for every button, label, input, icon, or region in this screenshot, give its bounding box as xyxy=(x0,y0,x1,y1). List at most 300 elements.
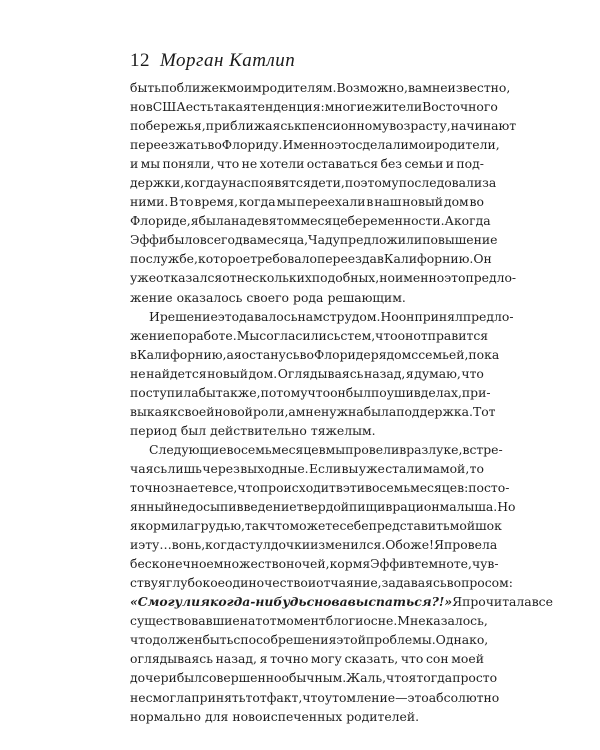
word: новой xyxy=(214,403,253,419)
word: вы xyxy=(341,460,359,476)
word: я xyxy=(408,670,417,686)
word: можете xyxy=(289,518,340,534)
word: быть xyxy=(202,632,234,648)
word: многие xyxy=(324,99,373,115)
word: а xyxy=(226,346,234,362)
word: переезжать xyxy=(130,137,208,153)
word: принять xyxy=(191,689,246,705)
word: точно xyxy=(130,479,169,495)
word: Эффи xyxy=(130,232,168,248)
word: хотели xyxy=(259,156,305,172)
word: обычным. xyxy=(281,670,347,686)
text-line xyxy=(130,421,484,440)
word: посто- xyxy=(468,479,510,495)
word: оставаться xyxy=(306,156,379,172)
text-line xyxy=(130,402,496,421)
word: когда xyxy=(453,213,491,229)
word: роли, xyxy=(252,403,289,419)
word: грудью, xyxy=(194,518,245,534)
word: назад, xyxy=(363,365,406,381)
word: все xyxy=(531,594,553,610)
word: возрасту, xyxy=(389,118,451,134)
word: нужна xyxy=(321,403,364,419)
word: Однако, xyxy=(435,632,489,648)
body-text xyxy=(130,78,553,726)
text-line xyxy=(130,135,500,154)
text-line xyxy=(130,78,511,97)
text-line xyxy=(130,211,491,230)
word: блоги xyxy=(325,613,364,629)
word: и xyxy=(228,499,237,515)
text-line xyxy=(130,364,484,383)
word: выкая xyxy=(130,403,170,419)
word: с xyxy=(322,308,330,324)
word: я xyxy=(190,213,199,229)
word: была xyxy=(198,213,232,229)
word: тем, xyxy=(347,327,376,343)
text-line xyxy=(130,192,484,211)
word: есть xyxy=(185,99,214,115)
word: с xyxy=(340,327,348,343)
word: которое xyxy=(197,251,251,267)
word: давалось xyxy=(239,308,298,324)
word: с xyxy=(411,346,419,362)
word: когда xyxy=(184,175,221,191)
word: темноте, xyxy=(414,556,472,572)
word: месяцев: xyxy=(410,479,469,495)
text-line xyxy=(130,478,510,497)
word: провели xyxy=(345,441,400,457)
word: на xyxy=(231,213,247,229)
word: при- xyxy=(461,384,491,400)
word: но xyxy=(379,270,395,286)
word: когда xyxy=(238,194,276,210)
word: моей xyxy=(451,651,484,667)
word: введение xyxy=(236,499,297,515)
word: под- xyxy=(456,156,484,172)
word: в xyxy=(385,499,393,515)
word: снова xyxy=(306,594,348,610)
word: поняли, xyxy=(162,156,215,172)
word: быть xyxy=(130,80,161,95)
word: Мне xyxy=(397,613,426,629)
word: отказался xyxy=(156,270,223,286)
word: дети, xyxy=(310,175,345,191)
author-name: Морган Катлип xyxy=(160,50,296,71)
word: эту… xyxy=(138,537,172,553)
text-line xyxy=(130,535,498,554)
word: в xyxy=(413,384,421,400)
word: рода xyxy=(293,289,324,305)
word: Он xyxy=(473,251,492,267)
word: родителей. xyxy=(346,708,420,724)
word: принял xyxy=(414,308,463,324)
word: рядом xyxy=(370,346,412,362)
word: что xyxy=(461,365,484,381)
word: знаете xyxy=(168,479,213,495)
word: оказалось xyxy=(176,289,243,305)
word: наш xyxy=(374,194,402,210)
word: два xyxy=(235,232,257,248)
word: жение xyxy=(130,289,173,305)
word: согласились xyxy=(259,327,341,343)
word: бы xyxy=(198,384,216,400)
word: службе, xyxy=(145,251,198,267)
word: смогла xyxy=(145,689,192,705)
word: родителям. xyxy=(261,80,337,95)
word: что xyxy=(375,327,398,343)
word: восемь xyxy=(226,441,272,457)
word: кормила xyxy=(137,518,195,534)
word: лишь xyxy=(167,460,202,476)
text-line xyxy=(130,383,491,402)
word: В xyxy=(169,194,179,210)
word: на xyxy=(239,613,256,629)
word: Мы xyxy=(236,327,260,343)
word: тяжелым. xyxy=(310,422,376,438)
word: и xyxy=(307,575,317,591)
word: новый xyxy=(402,194,444,210)
word: что xyxy=(302,689,325,705)
word: Я xyxy=(434,537,445,553)
word: прочитала xyxy=(462,594,532,610)
word: что xyxy=(266,518,290,534)
text-line xyxy=(130,573,513,592)
word: беременности. xyxy=(347,213,445,229)
word: не xyxy=(241,156,258,172)
word: пока xyxy=(468,346,500,362)
word: оглядываясь xyxy=(130,651,213,667)
word: уши xyxy=(386,384,414,400)
word: встре- xyxy=(462,441,503,457)
word: родители, xyxy=(434,137,500,153)
word: сне. xyxy=(370,613,398,629)
text-line xyxy=(130,307,514,326)
word: последовали xyxy=(398,175,483,191)
text-line xyxy=(130,345,500,364)
word: — xyxy=(395,689,408,705)
word: предло- xyxy=(465,270,517,286)
word: могу xyxy=(310,651,342,667)
word: недосып xyxy=(172,499,229,515)
word: себе xyxy=(339,518,369,534)
word: чаясь xyxy=(130,460,168,476)
word: по xyxy=(172,327,189,343)
word: в xyxy=(130,346,137,362)
text-line xyxy=(130,326,489,345)
word: Жаль, xyxy=(346,670,387,686)
word: это xyxy=(444,270,466,286)
word: Флориду. xyxy=(221,137,283,153)
word: шок xyxy=(475,518,502,534)
word: одиночество xyxy=(225,575,308,591)
text-line xyxy=(130,116,517,135)
word: просто xyxy=(452,670,498,686)
word: он xyxy=(330,384,346,400)
word: то xyxy=(179,194,194,210)
word: к xyxy=(294,118,302,134)
word: Возможно, xyxy=(336,80,408,95)
word: своего xyxy=(246,289,290,305)
word: момент xyxy=(276,613,326,629)
word: Флориде xyxy=(313,346,371,362)
text-line xyxy=(130,592,553,611)
word: что xyxy=(130,632,153,648)
word: Я xyxy=(452,594,463,610)
word: был xyxy=(345,384,371,400)
word: Чаду xyxy=(308,232,340,248)
word: подобных, xyxy=(311,270,380,286)
word: уже xyxy=(130,270,157,286)
text-line xyxy=(130,554,499,573)
word: всего xyxy=(199,232,235,248)
word: Калифорнию. xyxy=(383,251,474,267)
word: то xyxy=(469,460,484,476)
word: выходные. xyxy=(240,460,309,476)
word: твердой xyxy=(296,499,350,515)
word: к xyxy=(169,403,178,419)
word: и xyxy=(130,537,139,553)
word: в xyxy=(407,556,415,572)
word: И xyxy=(149,308,160,324)
word: так xyxy=(244,518,267,534)
word: приближаясь xyxy=(205,118,295,134)
word: когда xyxy=(205,537,242,553)
word: что xyxy=(400,651,424,667)
word: нормально xyxy=(130,708,202,724)
word: Если xyxy=(309,460,342,476)
running-header xyxy=(130,50,295,72)
word: задаваясь xyxy=(381,575,447,591)
word: он xyxy=(397,327,414,343)
word: новый xyxy=(207,365,248,381)
word: изменился. xyxy=(310,537,386,553)
word: трудом. xyxy=(329,308,381,324)
word: что xyxy=(386,670,409,686)
word: вонь, xyxy=(171,537,206,553)
word: от xyxy=(222,270,237,286)
word: жение xyxy=(130,327,173,343)
word: чув- xyxy=(471,556,499,572)
word: назад, xyxy=(215,651,257,667)
word: был xyxy=(180,422,207,438)
word: провела xyxy=(444,537,498,553)
word: работе. xyxy=(188,327,237,343)
word: к xyxy=(218,80,227,95)
word: эти xyxy=(342,479,365,495)
word: Тот xyxy=(472,403,496,419)
text-line xyxy=(130,649,484,668)
word: моим xyxy=(226,80,262,95)
word: этой xyxy=(336,632,366,648)
word: для xyxy=(205,708,229,724)
word: по xyxy=(370,384,387,400)
word: вопросом: xyxy=(446,575,513,591)
word: должен xyxy=(152,632,203,648)
word: отправится xyxy=(413,327,489,343)
word: поддержка. xyxy=(396,403,473,419)
word: Но xyxy=(380,308,399,324)
text-line xyxy=(130,173,497,192)
text-line xyxy=(130,630,489,649)
word: точно xyxy=(270,651,309,667)
word: Эффи xyxy=(370,556,408,572)
word: период xyxy=(130,422,177,438)
word: новоиспеченных xyxy=(232,708,343,724)
word: тогда xyxy=(416,670,453,686)
word: когда-нибудь xyxy=(209,594,307,610)
word: Именно xyxy=(282,137,335,153)
word: предло- xyxy=(462,308,514,324)
word: янный xyxy=(130,499,173,515)
word: выспаться?!» xyxy=(347,594,453,610)
word: что xyxy=(237,479,260,495)
word: в xyxy=(376,251,384,267)
word: решения xyxy=(277,632,337,648)
word: так xyxy=(215,384,238,400)
word: в xyxy=(366,194,374,210)
word: я xyxy=(233,346,242,362)
word: не xyxy=(130,365,146,381)
word: вам xyxy=(407,80,432,95)
word: уже xyxy=(358,460,385,476)
word: что xyxy=(216,156,240,172)
word: был xyxy=(176,670,203,686)
word: я xyxy=(200,594,210,610)
word: сделали xyxy=(355,137,409,153)
word: способ xyxy=(233,632,278,648)
text-line xyxy=(130,97,498,116)
word: мы xyxy=(325,441,346,457)
word: в xyxy=(145,99,153,115)
word: и xyxy=(130,156,139,172)
word: нас xyxy=(228,175,251,191)
word: рацион xyxy=(392,499,440,515)
word: была xyxy=(363,403,397,419)
word: но xyxy=(130,99,146,115)
word: у xyxy=(220,175,229,191)
word: тот xyxy=(255,613,277,629)
word: а xyxy=(288,403,296,419)
word: семьи xyxy=(404,156,444,172)
word: нескольких xyxy=(236,270,312,286)
word: думаю, xyxy=(414,365,461,381)
word: дом. xyxy=(248,365,278,381)
word: за xyxy=(482,175,497,191)
word: же, xyxy=(237,384,261,400)
word: ночей, xyxy=(286,556,330,572)
word: семьей, xyxy=(418,346,469,362)
word: я xyxy=(405,365,414,381)
word: абсолютно xyxy=(428,689,500,705)
word: проблемы. xyxy=(365,632,436,648)
word: побережья, xyxy=(130,118,206,134)
word: именно xyxy=(394,270,445,286)
word: во xyxy=(207,137,222,153)
word: факт, xyxy=(266,689,303,705)
word: начинают xyxy=(450,118,517,134)
text-line xyxy=(130,440,503,459)
word: сказать, xyxy=(344,651,399,667)
word: жители xyxy=(372,99,423,115)
word: решение xyxy=(159,308,218,324)
word: не xyxy=(130,689,146,705)
word: неизвестно, xyxy=(431,80,511,95)
word: в xyxy=(335,479,343,495)
word: пищи xyxy=(349,499,386,515)
word: было xyxy=(167,232,200,248)
word: решающим. xyxy=(327,289,406,305)
word: тот xyxy=(245,689,267,705)
word: месяце xyxy=(300,213,348,229)
word: мы xyxy=(140,156,161,172)
text-line xyxy=(130,459,484,478)
word: происходит xyxy=(259,479,336,495)
word: бесконечное xyxy=(130,556,214,572)
text-line xyxy=(130,688,500,707)
word: потому xyxy=(260,384,308,400)
word: он xyxy=(398,308,415,324)
word: утомление xyxy=(324,689,396,705)
text-line xyxy=(130,230,498,249)
word: переезда xyxy=(316,251,377,267)
word: девятом xyxy=(246,213,301,229)
word: это xyxy=(407,689,429,705)
word: О xyxy=(385,537,396,553)
word: совершенно xyxy=(202,670,282,686)
word: во xyxy=(299,346,314,362)
word: отчаяние, xyxy=(316,575,382,591)
word: во xyxy=(469,194,484,210)
word: боже! xyxy=(395,537,435,553)
word: и xyxy=(445,156,455,172)
word: время, xyxy=(194,194,239,210)
word: мне xyxy=(295,403,322,419)
word: я xyxy=(130,518,138,534)
word: пенсионному xyxy=(301,118,390,134)
word: мы xyxy=(276,194,296,210)
text-line xyxy=(130,497,516,516)
word: ствуя xyxy=(130,575,166,591)
word: представить xyxy=(368,518,450,534)
word: восемь xyxy=(364,479,411,495)
word: мамой, xyxy=(422,460,470,476)
word: Но xyxy=(497,499,516,515)
word: дочки xyxy=(270,537,311,553)
word: Калифорнию, xyxy=(136,346,227,362)
word: такая xyxy=(213,99,251,115)
word: казалось, xyxy=(425,613,488,629)
word: найдется xyxy=(146,365,207,381)
word: стул xyxy=(241,537,271,553)
word: что xyxy=(307,384,331,400)
word: ними. xyxy=(130,194,169,210)
word: появятся xyxy=(250,175,311,191)
word: поэтому xyxy=(344,175,399,191)
word: Флориде, xyxy=(130,213,191,229)
word: дочери xyxy=(130,670,177,686)
word: Оглядываясь xyxy=(277,365,364,381)
word: Следующие xyxy=(149,441,227,457)
word: стали xyxy=(385,460,423,476)
word: по xyxy=(130,251,146,267)
text-line xyxy=(130,707,484,726)
word: кормя xyxy=(329,556,371,572)
word: без xyxy=(380,156,403,172)
word: множество xyxy=(213,556,287,572)
word: «Смогу xyxy=(130,594,183,610)
word: глубокое xyxy=(165,575,226,591)
